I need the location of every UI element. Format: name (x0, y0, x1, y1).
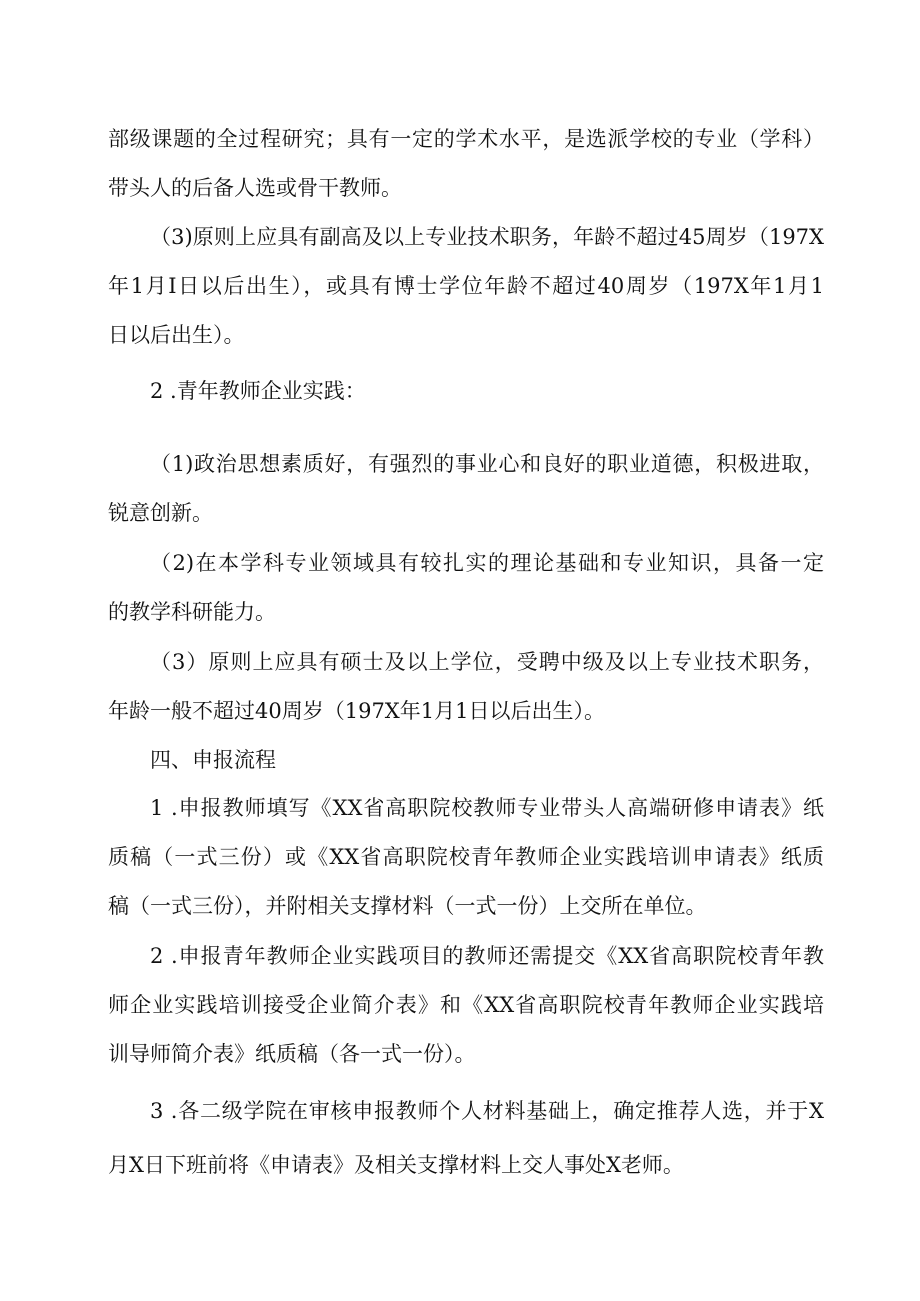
paragraph-line: （3）原则上应具有硕士及以上学位，受聘中级及以上专业技术职务， (150, 650, 824, 674)
paragraph-line: 月X日下班前将《申请表》及相关支撑材料上交人事处X老师。 (108, 1153, 684, 1177)
paragraph-line: 师企业实践培训接受企业简介表》和《XX省高职院校青年教师企业实践培 (108, 993, 824, 1017)
paragraph-line: 2 .申报青年教师企业实践项目的教师还需提交《XX省高职院校青年教 (150, 944, 824, 968)
paragraph-line: 日以后出生）。 (108, 323, 245, 347)
paragraph-line: 年龄一般不超过40周岁（197X年1月1日以后出生）。 (108, 699, 605, 723)
paragraph-line: 带头人的后备人选或骨干教师。 (108, 176, 402, 200)
paragraph-line: 训导师简介表》纸质稿（各一式一份）。 (108, 1042, 476, 1066)
paragraph-line: （2)在本学科专业领域具有较扎实的理论基础和专业知识，具备一定 (150, 551, 824, 575)
paragraph-line: 的教学科研能力。 (108, 600, 276, 624)
section-subheading: 2 .青年教师企业实践： (150, 379, 366, 403)
paragraph-line: 年1月I日以后出生），或具有博士学位年龄不超过40周岁（197X年1月1 (108, 274, 824, 298)
section-heading: 四、申报流程 (150, 748, 276, 772)
paragraph-line: 稿（一式三份），并附相关支撑材料（一式一份）上交所在单位。 (108, 894, 707, 918)
paragraph-line: 锐意创新。 (108, 501, 213, 525)
paragraph-line: （3)原则上应具有副高及以上专业技术职务，年龄不超过45周岁（197X (150, 225, 824, 249)
paragraph-line: 3 .各二级学院在审核申报教师个人材料基础上，确定推荐人选，并于X (150, 1099, 824, 1123)
paragraph-line: 质稿（一式三份）或《XX省高职院校青年教师企业实践培训申请表》纸质 (108, 845, 824, 869)
paragraph-line: 1 .申报教师填写《XX省高职院校教师专业带头人高端研修申请表》纸 (150, 796, 824, 820)
paragraph-line: 部级课题的全过程研究；具有一定的学术水平，是选派学校的专业（学科） (108, 127, 824, 151)
paragraph-line: （1)政治思想素质好，有强烈的事业心和良好的职业道德，积极进取， (150, 452, 824, 476)
